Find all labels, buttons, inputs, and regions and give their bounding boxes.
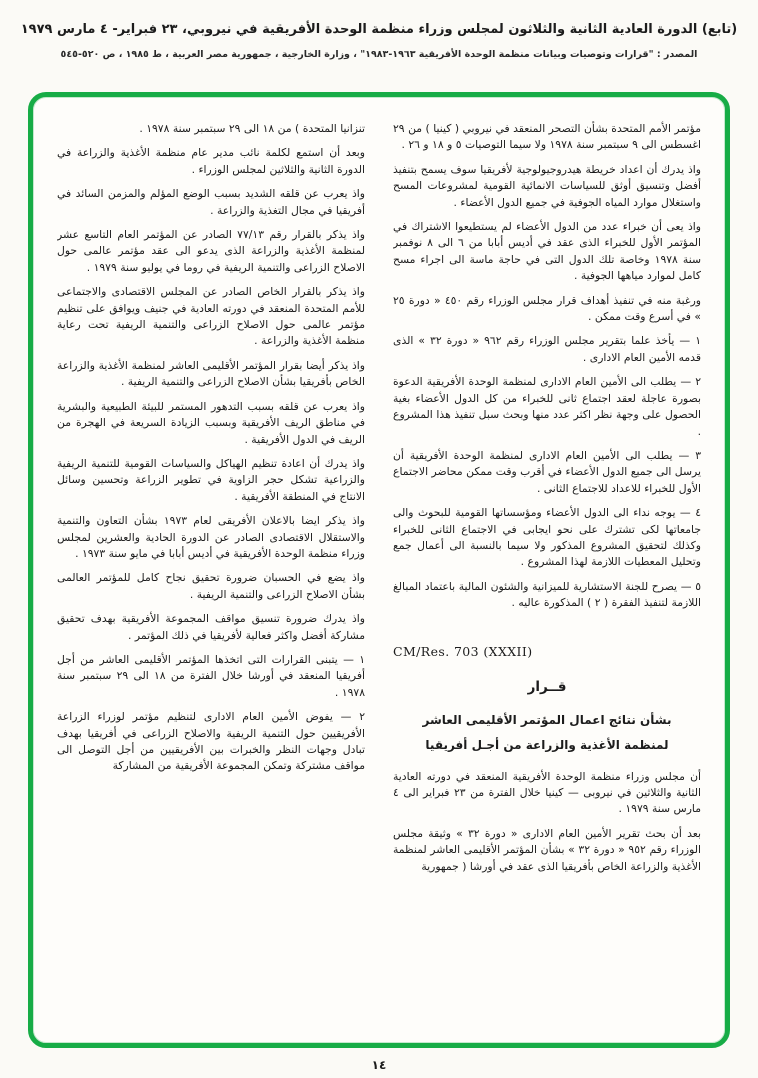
right-paragraphs-top — [393, 121, 701, 612]
paragraph: واذ يدرك أن اعادة تنظيم الهياكل والسياسات القومية للتنمية الريفية والزراعية تشكل حجر الزاوية في تطوير الزراعة وتحسين وسائل الانتاج في المنطقة الأفريقية . — [57, 456, 365, 503]
column-right — [393, 121, 701, 1027]
paragraph: ورغبة منه في تنفيذ أهداف قرار مجلس الوزراء رقم ٤٥٠ « دورة ٢٥ » في أسرع وقت ممكن . — [393, 293, 701, 324]
paragraph: بعد أن بحث تقرير الأمين العام الادارى « دورة ٣٢ » وثيقة مجلس الوزراء رقم ٩٥٢ « دورة ٣٢ » بشأن المؤتمر الأقليمى العاشر لمنظمة الأغذية والزراعة الخاص بأفريقيا الذى عقد في أورشا ( جمهورية — [393, 826, 701, 873]
paragraph: ١ — يأخذ علما بتقرير مجلس الوزراء رقم ٩٦٢ « دورة ٣٢ » الذى قدمه الأمين العام الادارى . — [393, 334, 701, 364]
header-source: المصدر : "قرارات وتوصيات وبيانات منظمة الوحدة الأفريقية ١٩٦٣-١٩٨٣" ، وزارة الخارجية ، جمهورية مصر العربية ، ط ١٩٨٥ ، ص ٥٢٠-٥٤٥ — [60, 48, 698, 60]
paragraph: واذ يدرك أن اعداد خريطة هيدروجيولوجية لأفريقيا سوف يسمح بتنفيذ أفضل وتنسيق أوثق للسياسات الانمائية القومية لمشروعات المسح واستغلال موارد المياه الجوفية في جميع الدول الأعضاء . — [393, 162, 701, 209]
paragraph: تنزانيا المتحدة ) من ١٨ الى ٢٩ سبتمبر سنة ١٩٧٨ . — [139, 122, 365, 135]
paragraph: واذ يذكر بالقرار رقم ٧٧/١٣ الصادر عن المؤتمر العام التاسع عشر لمنظمة الأغذية والزراعة الذى يدعو الى عقد مؤتمر عالمى حول الاصلاح الزراعى والتنمية الريفية في روما في يوليو سنة ١٩٧٩ . — [57, 228, 365, 274]
paragraph: واذ يذكر ايضا بالاعلان الأفريقى لعام ١٩٧٣ بشأن التعاون والتنمية والاستقلال الاقتصادى الصادر عن الدورة الحادية والعشرين لمجلس وزراء منظمة الوحدة الأفريقية في أديس أبابا في مايو سنة ١٩٧٣ . — [57, 514, 365, 560]
paragraph: واذ يعى أن خبراء عدد من الدول الأعضاء لم يستطيعوا الاشتراك في المؤتمر الأول للخبراء الذى عقد في أديس أبابا من ٦ الى ٨ نوفمبر سنة ١٩٧٨ وخاصة تلك الدول التى في حاجة ماسة الى اجراء مسح كامل لموارد مياهها الجوفية . — [393, 220, 701, 283]
document-frame — [28, 92, 730, 1048]
text-columns — [33, 97, 725, 1043]
paragraph: واذ يذكر أيضا بقرار المؤتمر الأقليمى العاشر لمنظمة الأغذية والزراعة الخاص بأفريقيا بشأن الاصلاح الزراعى والتنمية الريفية . — [57, 358, 365, 389]
paragraph: واذ يضع في الحسبان ضرورة تحقيق نجاح كامل للمؤتمر العالمى بشأن الاصلاح الزراعى والتنمية الريفية . — [57, 571, 365, 601]
paragraph: مؤتمر الأمم المتحدة بشأن التصحر المنعقد في نيروبي ( كينيا ) من ٢٩ اغسطس الى ٩ سبتمبر سنة ١٩٧٨ ولا سيما التوصيات ٥ و ١٨ و ٢٦ . — [393, 122, 701, 152]
paragraph: أن مجلس وزراء منظمة الوحدة الأفريقية المنعقد في دورته العادية الثانية والثلاثين في نيروبى — كينيا خلال الفترة من ٢٣ فبراير الى ٤ مارس سنة ١٩٧٩ . — [393, 769, 701, 816]
resolution-subtitle-1: بشأن نتائج اعمال المؤتمر الأقليمى العاشر — [422, 713, 672, 728]
header-title: (تابع) الدورة العادية الثانية والثلاثون لمجلس وزراء منظمة الوحدة الأفريقية في نيروبي، ٢٣ فبراير- ٤ مارس ١٩٧٩ — [20, 22, 738, 37]
right-paragraphs-bottom — [393, 769, 701, 875]
page-number: ١٤ — [371, 1058, 387, 1072]
page-header — [0, 20, 758, 60]
paragraph: ١ — يتبنى القرارات التى اتخذها المؤتمر الأقليمى العاشر من أجل أفريقيا المنعقد في أورشا خلال الفترة من ١٨ الى ٢٩ سبتمبر سنة ١٩٧٨ . — [57, 652, 365, 699]
resolution-title: قــرار — [527, 678, 567, 695]
resolution-subtitle-2: لمنظمة الأغذية والزراعة من أجـل أفريقيا — [425, 738, 669, 753]
paragraph: ٢ — يطلب الى الأمين العام الادارى لمنظمة الوحدة الأفريقية الدعوة بصورة عاجلة لعقد اجتماع ثانى للخبراء من كل الدول الأعضاء بغية الحصول على وجهة نظر اكثر عدد منها وبحث سبل تنفيذ هذا المشروع . — [393, 375, 701, 438]
left-paragraphs — [57, 121, 365, 775]
paragraph: ٥ — يصرح للجنة الاستشارية للميزانية والشئون المالية باعتماد المبالغ اللازمة لتنفيذ الفقرة ( ٢ ) المذكورة عاليه . — [393, 579, 701, 610]
paragraph: وبعد أن استمع لكلمة نائب مدير عام منظمة الأغذية والزراعة في الدورة الثانية والثلاثين لمجلس الوزراء . — [57, 146, 365, 176]
paragraph: ٢ — يفوض الأمين العام الادارى لتنظيم مؤتمر لوزراء الزراعة الأفريقيين حول التنمية الريفية والاصلاح الزراعى في أفريقيا بهدف تبادل وجهات النظر والخبرات بين الأفريقيين من أجل التوصل الى مواقف مشتركة وتمكن المجموعة الأفريقية من المشاركة — [57, 710, 365, 773]
paragraph: ٤ — يوجه نداء الى الدول الأعضاء ومؤسساتها القومية للبحوث والى جامعاتها لكى تشترك على نحو ايجابى في الاجتماع الثانى للخبراء وكذلك لتحقيق المشروع المذكور ولا سيما بالنسبة الى أعمال جمع وتحليل المعطيات اللازمة لهذا المشروع . — [393, 506, 701, 569]
paragraph: واذ يذكر بالقرار الخاص الصادر عن المجلس الاقتصادى والاجتماعى للأمم المتحدة المنعقد في دورته العادية في جنيف ويوافق على تنظيم مؤتمر عالمى حول الاصلاح الزراعى والتنمية الريفية تحت رعاية منظمة الأغذية والزراعة . — [57, 285, 365, 348]
paragraph: واذ يعرب عن قلقه الشديد بسبب الوضع المؤلم والمزمن السائد في أفريقيا في مجال التغذية والزراعة . — [57, 187, 365, 217]
paragraph: ٣ — يطلب الى الأمين العام الادارى لمنظمة الوحدة الأفريقية أن يرسل الى جميع الدول الأعضاء في أقرب وقت ممكن محاضر الاجتماع الأول للخبراء للاعداد للاجتماع الثانى . — [393, 448, 701, 495]
paragraph: واذ يدرك ضرورة تنسيق مواقف المجموعة الأفريقية بهدف تحقيق مشاركة أفضل واكثر فعالية لأفريقيا في ذلك المؤتمر . — [57, 612, 365, 642]
resolution-reference: CM/Res. 703 (XXXII) — [393, 643, 533, 659]
paragraph: واذ يعرب عن قلقه بسبب التدهور المستمر للبيئة الطبيعية والبشرية في مناطق الريف الأفريقية وبسبب الزيادة السريعة في الهجرة من الريف في الدول الأفريقية . — [57, 399, 365, 446]
column-left — [57, 121, 365, 1027]
